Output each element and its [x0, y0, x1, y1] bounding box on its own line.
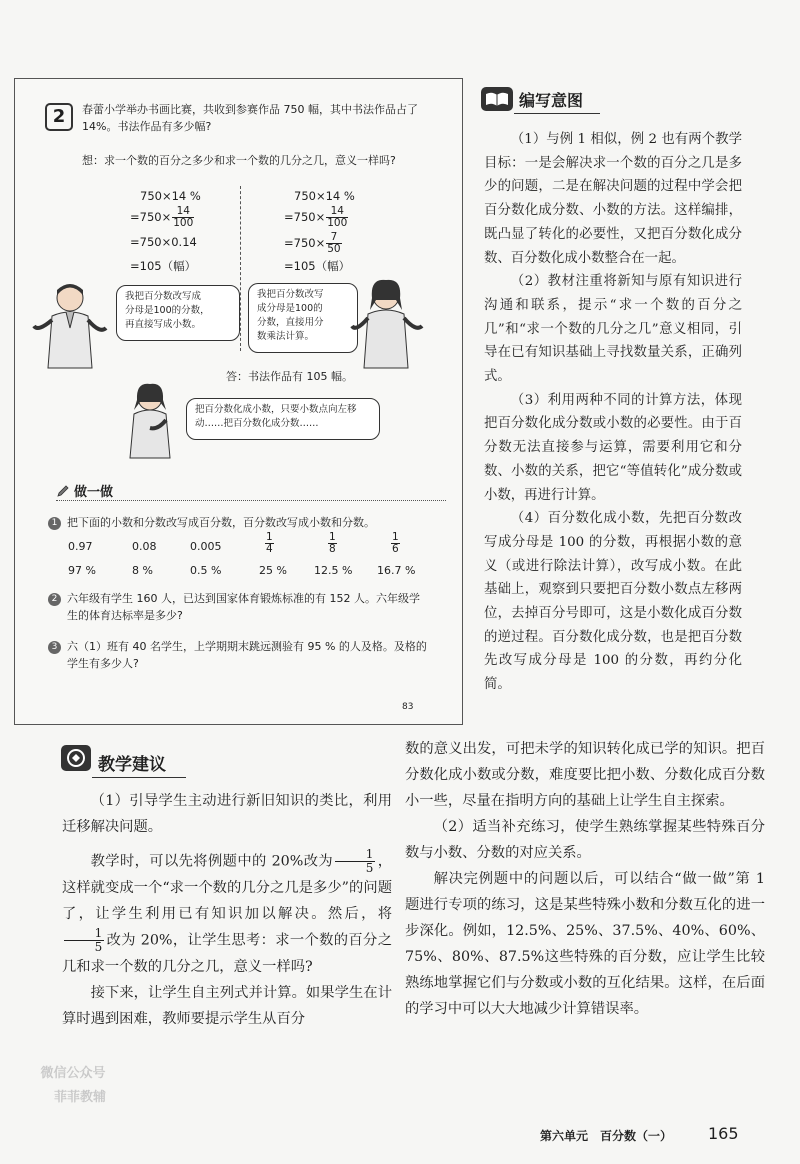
question-1 [48, 514, 375, 531]
calc-a-line4: =105（幅） [130, 259, 197, 273]
calc-a-prefix: =750× [130, 210, 172, 224]
frac-num: 1 [64, 927, 104, 941]
suggest-heading: 教学建议 [98, 755, 166, 775]
suggest-paragraph: 数的意义出发，可把未学的知识转化成已学的知识。把百分数化成小数或分数，难度要比把小数、分数化成百分数小一些，尽量在指明方向的基础上让学生自主探索。 [405, 741, 765, 809]
question-number-badge: 2 [48, 593, 61, 606]
fraction [64, 927, 104, 954]
practice-divider [56, 500, 446, 501]
question-number-badge: 1 [48, 517, 61, 530]
q1-item: 8 % [132, 564, 153, 577]
boy-illustration [30, 280, 108, 372]
calc-b-prefix: =750× [284, 210, 326, 224]
fraction [335, 848, 375, 875]
question-number-badge: 3 [48, 641, 61, 654]
girl2-illustration [120, 380, 182, 460]
suggest-heading-underline [92, 777, 186, 778]
fraction [172, 206, 194, 229]
bubble-line: 把百分数化成小数，只要小数点向左移 [195, 404, 357, 415]
frac-num: 14 [326, 206, 348, 218]
q1-item: 25 % [259, 564, 287, 577]
watermark-line: 微信公众号 [40, 1066, 106, 1081]
suggest-paragraph [62, 848, 392, 980]
frac-num: 1 [335, 848, 375, 862]
fraction [391, 532, 400, 555]
pencil-icon [56, 484, 70, 498]
bubble-line: 数乘法计算。 [257, 331, 315, 342]
intent-paragraph: （2）教材注重将新知与原有知识进行沟通和联系，提示“求一个数的百分之几”和“求一个数的几分之几”意义相同，引导在已有知识基础上寻找数量关系，正确列式。 [484, 274, 742, 385]
q1-item: 16.7 % [377, 564, 416, 577]
q1-item: 0.005 [190, 540, 222, 553]
suggest-paragraph: 解决完例题中的问题以后，可以结合“做一做”第 1 题进行专项的练习，这是某些特殊小数和分数互化的进一步深化。例如，12.5%、25%、37.5%、40%、60%、75%、80%、87.5%这些特殊的百分数，应让学生比较熟练地掌握它们与分数或小数的互化结果。这样，在后面的学习中可以大大地减少计算错误率。 [405, 871, 765, 1017]
bubble-line: 分数，直接用分 [257, 317, 324, 328]
question-3 [48, 638, 448, 672]
q1-item: 97 % [68, 564, 96, 577]
example-problem [82, 101, 454, 135]
open-book-icon [480, 86, 514, 112]
q1-item: 0.5 % [190, 564, 222, 577]
calc-b-line4: =105（幅） [284, 259, 351, 273]
question-text: 学生有多少人? [67, 657, 139, 670]
frac-num: 1 [392, 531, 399, 543]
bubble-line: 成分母是100的 [257, 303, 323, 314]
frac-num: 1 [329, 531, 336, 543]
intent-paragraph: （3）利用两种不同的计算方法，体现把百分数化成分数或小数的必要性。由于百分数无法直接参与运算，需要利用它和分数、小数的关系，把它“等值转化”成分数或小数，再进行计算。 [484, 392, 742, 503]
problem-line: 14%。书法作品有多少幅? [82, 120, 212, 133]
speech-bubble-girl [248, 283, 358, 353]
intent-heading: 编写意图 [519, 91, 584, 110]
answer-line: 答：书法作品有 105 幅。 [226, 370, 353, 383]
fraction [326, 232, 341, 255]
frac-den: 5 [365, 861, 374, 875]
calc-b-prefix: =750× [284, 236, 326, 250]
fraction [326, 206, 348, 229]
intent-body [484, 128, 742, 697]
question-text: 六（1）班有 40 名学生，上学期期末跳远测验有 95 % 的人及格。及格的 [67, 640, 427, 653]
think-prompt: 想：求一个数的百分之多少和求一个数的几分之几，意义一样吗? [82, 154, 396, 167]
bubble-line: 我把百分数改写 [257, 289, 324, 300]
frac-den: 50 [327, 243, 341, 255]
bubble-line: 再直接写成小数。 [125, 319, 202, 330]
intent-heading-underline [514, 113, 600, 114]
frac-num: 1 [266, 531, 273, 543]
practice-title: 做一做 [74, 485, 114, 500]
watermark [40, 1062, 106, 1110]
fraction [328, 532, 337, 555]
suggest-text: ，这样就变成一个“求一个数的几分之几是多少”的问题了，让学生利用已有知识加以解决。然后，将 [62, 853, 393, 922]
teaching-icon [60, 744, 92, 772]
footer-chapter: 第六单元 百分数（一） [540, 1129, 673, 1143]
frac-den: 4 [266, 543, 273, 555]
frac-den: 8 [329, 543, 336, 555]
suggest-text: 改为 20%，让学生思考：求一个数的百分之几和求一个数的几分之几，意义一样吗? [62, 932, 392, 975]
question-text: 把下面的小数和分数改写成百分数，百分数改写成小数和分数。 [67, 516, 375, 529]
calc-a-line3: =750×0.14 [130, 235, 197, 249]
q1-frac-2 [327, 532, 338, 555]
calc-a-line2 [130, 206, 195, 229]
bubble-line: 分母是100的分数， [125, 305, 210, 316]
intent-paragraph: （4）百分数化成小数，先把百分数改写成分母是 100 的分数，再根据小数的意义（或进行除法计算），改写成小数。在此基础上，观察到只要把百分数小数点左移两位，去掉百分号即可，这是小数化成百分数的逆过程。百分数化成分数，也是把百分数先改写成分母是 100 的分数，再约分化简。 [484, 511, 742, 693]
suggest-paragraph: （1）引导学生主动进行新旧知识的类比，利用迁移解决问题。 [62, 793, 392, 835]
intent-paragraph: （1）与例 1 相似，例 2 也有两个教学目标：一是会解决求一个数的百分之几是多少的问题，二是在解决问题的过程中学会把百分数化成分数、小数的方法。这样编排，既凸显了转化的必要性，又把百分数化成分数、百分数化成小数整合在一起。 [484, 132, 742, 266]
divider-dashed [240, 186, 241, 351]
frac-den: 5 [94, 940, 103, 954]
footer-page-number: 165 [708, 1124, 739, 1143]
frac-num: 14 [172, 206, 194, 218]
example-number: 2 [45, 103, 73, 131]
frac-den: 6 [392, 543, 399, 555]
q1-item: 0.97 [68, 540, 93, 553]
calc-b-line3 [284, 232, 343, 255]
fraction [265, 532, 274, 555]
speech-bubble-girl2 [186, 398, 380, 440]
calc-b-line1: 750×14 % [294, 189, 355, 203]
bubble-line: 我把百分数改写成 [125, 291, 202, 302]
frac-den: 100 [173, 217, 194, 229]
question-text: 六年级有学生 160 人，已达到国家体育锻炼标准的有 152 人。六年级学 [67, 592, 420, 605]
watermark-line: 菲菲教辅 [54, 1090, 107, 1105]
question-2 [48, 590, 448, 624]
calc-a-line1: 750×14 % [140, 189, 201, 203]
suggest-text: 教学时，可以先将例题中的 20%改为 [90, 853, 334, 870]
problem-line: 春蕾小学举办书画比赛，共收到参赛作品 750 幅，其中书法作品占了 [82, 103, 418, 116]
frac-den: 100 [327, 217, 348, 229]
suggest-paragraph: （2）适当补充练习，使学生熟练掌握某些特殊百分数与小数、分数的对应关系。 [405, 819, 765, 861]
suggest-right-column [405, 736, 765, 1022]
bubble-line: 动……把百分数化成分数…… [195, 418, 319, 429]
textbook-page-number: 83 [402, 702, 414, 712]
q1-frac-1 [264, 532, 275, 555]
q1-item: 0.08 [132, 540, 157, 553]
calc-b-line2 [284, 206, 349, 229]
q1-frac-3 [390, 532, 401, 555]
q1-item: 12.5 % [314, 564, 353, 577]
suggest-paragraph: 接下来，让学生自主列式并计算。如果学生在计算时遇到困难，教师要提示学生从百分 [62, 985, 392, 1027]
frac-num: 7 [326, 232, 341, 244]
suggest-left-column [62, 788, 392, 1032]
speech-bubble-boy [116, 285, 240, 341]
girl-illustration [350, 276, 424, 372]
question-text: 生的体育达标率是多少? [67, 609, 183, 622]
